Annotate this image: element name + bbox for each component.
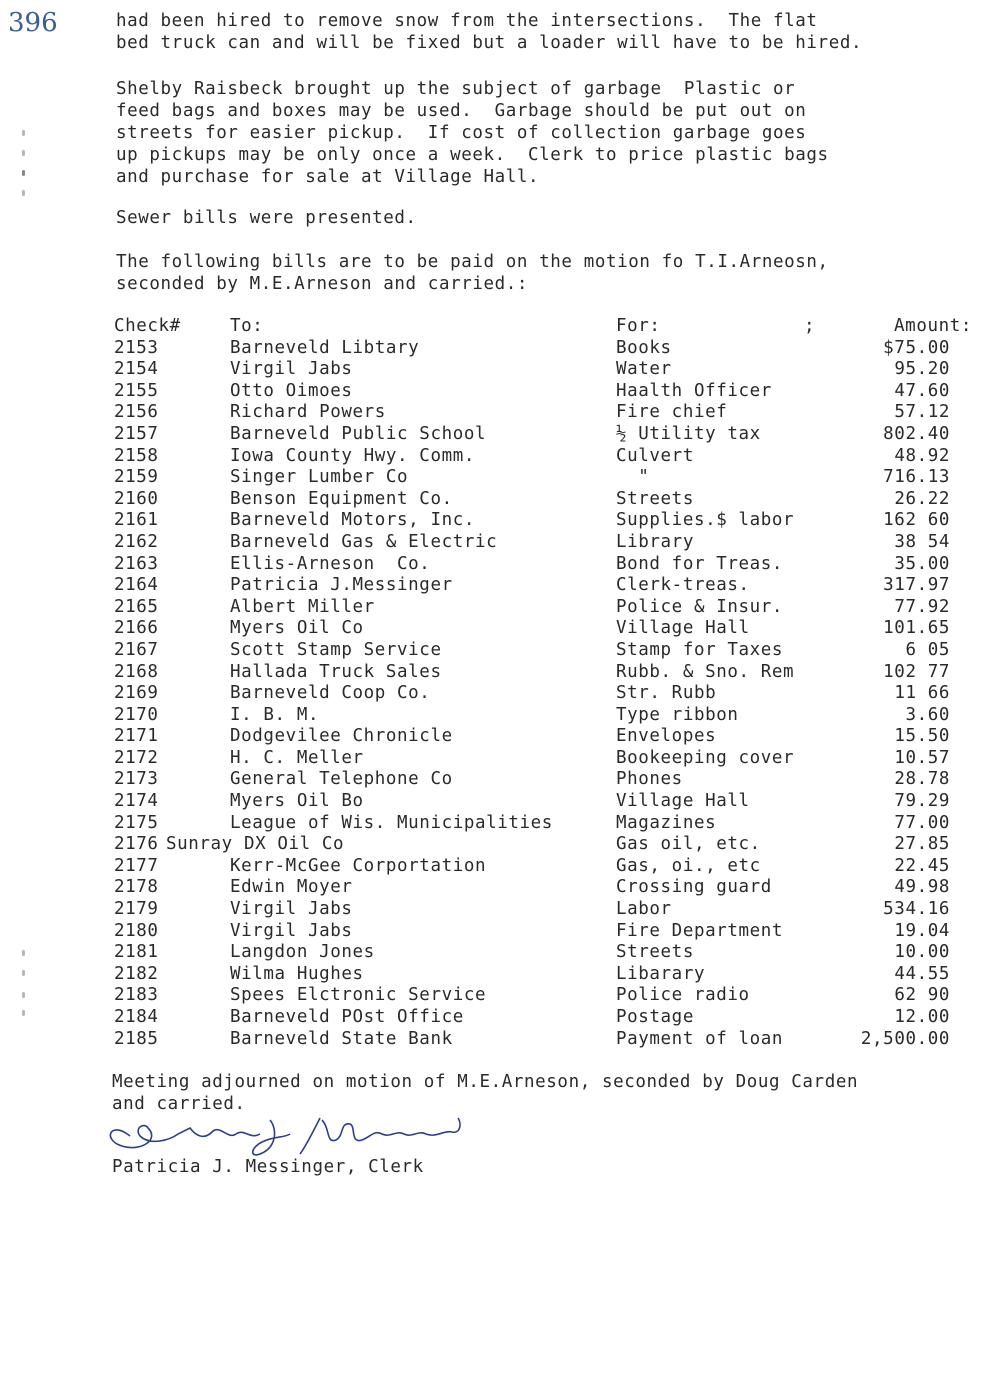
amount: 57.12 [894,402,950,423]
payee: Langdon Jones [230,942,375,963]
bills-ledger [114,316,974,1050]
ledger-row [114,705,974,727]
amount: 716.13 [883,467,950,488]
amount: 27.85 [894,834,950,855]
payee: Barneveld POst Office [230,1007,464,1027]
check-number: 2173 [114,769,159,790]
purpose: Gas, oi., etc [616,855,761,876]
check-number: 2165 [114,596,159,617]
purpose: Labor [616,899,672,920]
margin-mark [22,130,25,136]
amount: 77.92 [894,596,950,617]
check-number: 2176 [114,834,159,855]
ledger-row [114,618,974,640]
check-number: 2166 [114,618,159,639]
ledger-row [114,726,974,748]
check-number: 2155 [114,380,159,401]
amount: 11 66 [894,683,950,704]
ledger-header-row [114,316,974,338]
payee: Edwin Moyer [230,877,353,898]
payee: Patricia J.Messinger [230,575,453,596]
payee: Spees Elctronic Service [230,985,487,1006]
column-header-amount: Amount: [894,316,972,336]
amount: 95.20 [894,359,950,380]
purpose: Police & Insur. [616,596,784,617]
ledger-row [114,446,974,468]
payee: Virgil Jabs [230,899,353,920]
payee: Myers Oil Co [230,618,364,639]
ledger-row [114,575,974,597]
amount: 101.65 [883,618,950,639]
payee: Singer Lumber Co [230,467,409,488]
amount: $75.00 [883,337,950,358]
ledger-row [114,467,974,489]
check-number: 2167 [114,639,159,660]
payee: Myers Oil Bo [230,791,364,812]
margin-mark [22,190,25,196]
purpose: Haalth Officer [616,380,772,401]
ledger-row [114,402,974,424]
ledger-row [114,1007,974,1029]
check-number: 2171 [114,726,159,747]
ledger-row [114,554,974,576]
margin-mark [22,950,25,956]
check-number: 2180 [114,920,159,941]
purpose: Crossing guard [616,877,772,898]
amount: 47.60 [894,380,950,401]
payee: League of Wis. Municipalities [230,812,553,833]
check-number: 2175 [114,812,159,833]
amount: 28.78 [894,769,950,790]
purpose: Rubb. & Sno. Rem [616,661,795,682]
amount: 534.16 [883,899,950,920]
check-number: 2159 [114,467,159,488]
ledger-row [114,813,974,835]
amount: 3.60 [905,704,950,725]
paragraph-garbage: Shelby Raisbeck brought up the subject of garbage Plastic or feed bags and boxes may be used. Garbage should be put out on streets for easier pickup. If cost of collection garbage goes up pickups may be only once a week. Clerk to price plastic bags and purchase for sale at Village Hall. [116,79,829,187]
purpose: Envelopes [616,726,717,747]
purpose: Fire chief [616,402,728,423]
ledger-row [114,856,974,878]
handwritten-signature [100,1110,480,1160]
ledger-row [114,381,974,403]
payee: Wilma Hughes [230,963,364,984]
amount: 19.04 [894,920,950,941]
ledger-row [114,834,974,856]
amount: 162 60 [883,510,950,531]
amount: 6 05 [905,639,950,660]
ledger-row [114,985,974,1007]
amount: 2,500.00 [860,1028,950,1049]
ledger-row [114,489,974,511]
payee: Barneveld State Bank [230,1028,453,1049]
payee: Sunray DX Oil Co [166,834,345,855]
purpose: Streets [616,488,694,509]
amount: 102 77 [883,661,950,682]
signer-name: Patricia J. Messinger, Clerk [112,1157,424,1177]
purpose: Bookeeping cover [616,747,795,768]
ledger-row [114,597,974,619]
column-header-check: Check# [114,316,181,336]
check-number: 2154 [114,359,159,380]
check-number: 2182 [114,963,159,984]
amount: 48.92 [894,445,950,466]
payee: General Telephone Co [230,769,453,790]
payee: Otto Oimoes [230,380,353,401]
amount: 79.29 [894,791,950,812]
check-number: 2179 [114,899,159,920]
purpose: Fire Department [616,920,784,941]
purpose: Library [616,531,694,552]
purpose: ½ Utility tax [616,423,761,444]
ledger-row [114,640,974,662]
payee: Richard Powers [230,402,386,423]
payee: Barneveld Coop Co. [230,683,431,704]
paragraph-snow-removal: had been hired to remove snow from the intersections. The flat bed truck can and will be fixed but a loader will have to be hired. [116,11,863,53]
stray-semicolon: ; [804,316,816,336]
purpose: Village Hall [616,618,750,639]
ledger-row [114,662,974,684]
margin-mark [22,150,25,156]
amount: 317.97 [883,575,950,596]
check-number: 2174 [114,791,159,812]
ledger-row [114,942,974,964]
check-number: 2164 [114,575,159,596]
payee: Benson Equipment Co. [230,488,453,509]
amount: 77.00 [894,812,950,833]
ledger-row [114,769,974,791]
purpose: Magazines [616,812,717,833]
amount: 35.00 [894,553,950,574]
check-number: 2178 [114,877,159,898]
payee: Barneveld Public School [230,423,487,444]
check-number: 2160 [114,488,159,509]
margin-mark [22,1010,25,1016]
ledger-row [114,791,974,813]
ledger-row [114,532,974,554]
purpose: Libarary [616,963,706,984]
check-number: 2172 [114,747,159,768]
purpose: Bond for Treas. [616,553,784,574]
payee: Dodgevilee Chronicle [230,726,453,747]
check-number: 2170 [114,704,159,725]
amount: 10.00 [894,942,950,963]
margin-mark [22,992,25,998]
payee: Barneveld Gas & Electric [230,531,498,552]
purpose: Payment of loan [616,1028,784,1049]
page-number: 396 [8,8,58,38]
ledger-row [114,338,974,360]
ledger-row [114,921,974,943]
purpose: Gas oil, etc. [616,834,761,855]
margin-mark [22,970,25,976]
column-header-to: To: [230,316,264,336]
purpose: Books [616,337,672,358]
amount: 38 54 [894,531,950,552]
ledger-row [114,424,974,446]
payee: Iowa County Hwy. Comm. [230,445,475,466]
amount: 49.98 [894,877,950,898]
margin-mark [22,170,25,176]
purpose: Water [616,359,672,380]
purpose: Clerk-treas. [616,575,750,596]
ledger-row [114,359,974,381]
payee: Barneveld Libtary [230,337,420,358]
payee: H. C. Meller [230,747,364,768]
check-number: 2158 [114,445,159,466]
check-number: 2161 [114,510,159,531]
check-number: 2157 [114,423,159,444]
ledger-row [114,748,974,770]
amount: 44.55 [894,963,950,984]
check-number: 2168 [114,661,159,682]
check-number: 2156 [114,402,159,423]
payee: Albert Miller [230,596,375,617]
purpose: Streets [616,942,694,963]
payee: Ellis-Arneson Co. [230,553,431,574]
payee: Virgil Jabs [230,920,353,941]
payee: Barneveld Motors, Inc. [230,510,475,531]
payee: I. B. M. [230,704,320,725]
purpose: Police radio [616,985,750,1006]
paragraph-sewer-bills: Sewer bills were presented. [116,208,417,228]
purpose: Village Hall [616,791,750,812]
purpose: " [616,467,650,488]
amount: 12.00 [894,1007,950,1027]
ledger-row [114,899,974,921]
column-header-for: For: [616,316,661,336]
check-number: 2163 [114,553,159,574]
check-number: 2153 [114,337,159,358]
purpose: Str. Rubb [616,683,717,704]
payee: Hallada Truck Sales [230,661,442,682]
check-number: 2177 [114,855,159,876]
check-number: 2185 [114,1028,159,1049]
amount: 22.45 [894,855,950,876]
amount: 802.40 [883,423,950,444]
payee: Scott Stamp Service [230,639,442,660]
check-number: 2169 [114,683,159,704]
check-number: 2162 [114,531,159,552]
paragraph-bills-motion: The following bills are to be paid on the motion fo T.I.Arneosn, seconded by M.E.Arneson and carried.: [116,252,829,294]
purpose: Type ribbon [616,704,739,725]
paragraph-adjournment: Meeting adjourned on motion of M.E.Arneson, seconded by Doug Carden and carried. [112,1072,859,1114]
purpose: Phones [616,769,683,790]
ledger-row [114,877,974,899]
amount: 10.57 [894,747,950,768]
purpose: Supplies.$ labor [616,510,795,531]
ledger-row [114,1029,974,1051]
margin-marks [22,120,42,1020]
check-number: 2184 [114,1007,159,1027]
ledger-row [114,510,974,532]
purpose: Culvert [616,445,694,466]
payee: Virgil Jabs [230,359,353,380]
payee: Kerr-McGee Corportation [230,855,487,876]
check-number: 2181 [114,942,159,963]
amount: 62 90 [894,985,950,1006]
purpose: Stamp for Taxes [616,639,784,660]
ledger-row [114,683,974,705]
amount: 26.22 [894,488,950,509]
amount: 15.50 [894,726,950,747]
purpose: Postage [616,1007,694,1027]
check-number: 2183 [114,985,159,1006]
ledger-row [114,964,974,986]
